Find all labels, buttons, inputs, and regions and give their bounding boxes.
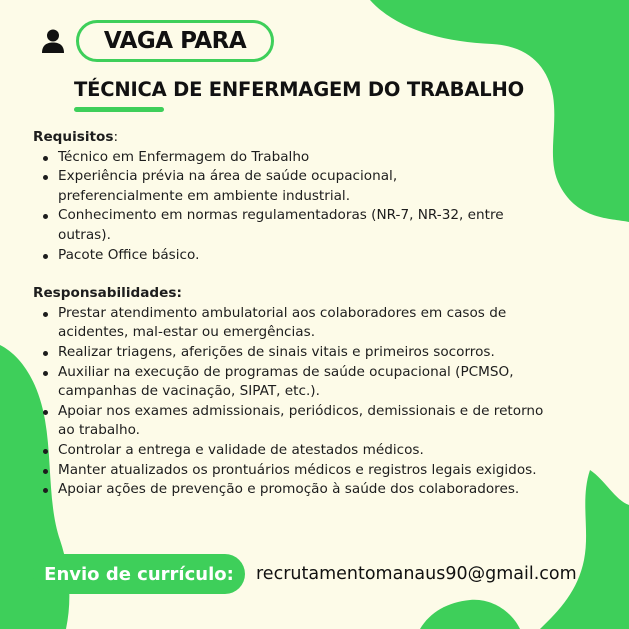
envio-curriculo-label: Envio de currículo: — [44, 563, 234, 585]
requirements-heading: Requisitos: — [33, 129, 119, 145]
list-item: Manter atualizados os prontuários médicos e registros legais exigidos. — [58, 461, 593, 481]
list-item: Experiência prévia na área de saúde ocupacional, preferencialmente em ambiente industrial. — [58, 167, 593, 206]
list-item: Pacote Office básico. — [58, 246, 593, 266]
vaga-para-badge — [76, 20, 274, 62]
list-item: Apoiar nos exames admissionais, periódicos, demissionais e de retorno ao trabalho. — [58, 402, 593, 441]
responsibilities-list — [33, 304, 593, 500]
list-item: Conhecimento em normas regulamentadoras (NR-7, NR-32, entre outras). — [58, 206, 593, 245]
badge-label: VAGA PARA — [103, 28, 247, 54]
list-item: Auxiliar na execução de programas de saúde ocupacional (PCMSO, campanhas de vacinação, SIPAT, etc.). — [58, 363, 593, 402]
requirements-list — [33, 148, 593, 266]
responsibilities-heading: Responsabilidades: — [33, 285, 182, 302]
list-item: Controlar a entrega e validade de atestados médicos. — [58, 441, 593, 461]
person-icon — [42, 29, 64, 53]
contact-email[interactable]: recrutamentomanaus90@gmail.com — [256, 564, 577, 584]
job-title: TÉCNICA DE ENFERMAGEM DO TRABALHO — [74, 78, 524, 101]
title-underline — [74, 107, 164, 112]
list-item: Apoiar ações de prevenção e promoção à saúde dos colaboradores. — [58, 480, 593, 500]
envio-curriculo-button — [33, 554, 245, 594]
job-description — [33, 128, 593, 500]
list-item: Realizar triagens, aferições de sinais vitais e primeiros socorros. — [58, 343, 593, 363]
list-item: Prestar atendimento ambulatorial aos colaboradores em casos de acidentes, mal-estar ou emergências. — [58, 304, 593, 343]
list-item: Técnico em Enfermagem do Trabalho — [58, 148, 593, 168]
